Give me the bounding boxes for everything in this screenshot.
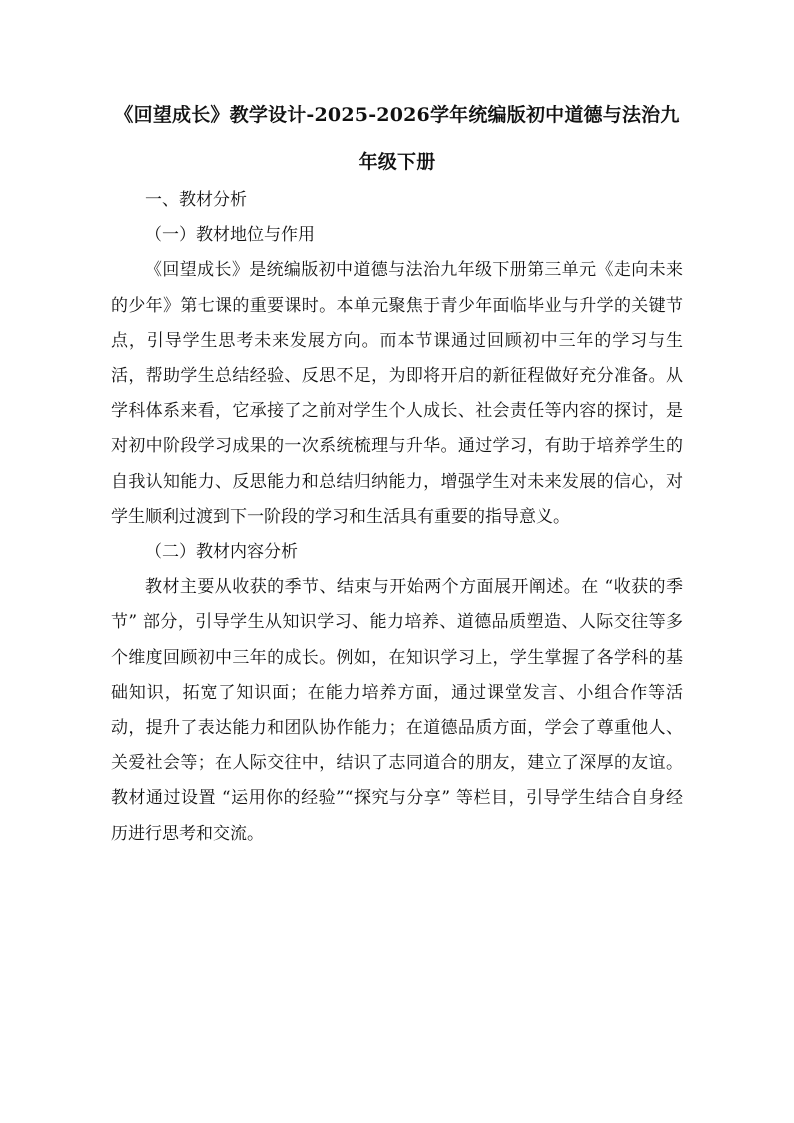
- paragraph-status-role: 《回望成长》是统编版初中道德与法治九年级下册第三单元《走向未来的少年》第七课的重要课时。本单元聚焦于青少年面临毕业与升学的关键节点，引导学生思考未来发展方向。而本节课通过回顾初中三年的学习与生活，帮助学生总结经验、反思不足，为即将开启的新征程做好充分准备。从学科体系来看，它承接了之前对学生个人成长、社会责任等内容的探讨，是对初中阶段学习成果的一次系统梳理与升华。通过学习，有助于培养学生的自我认知能力、反思能力和总结归纳能力，增强学生对未来发展的信心，对学生顺利过渡到下一阶段的学习和生活具有重要的指导意义。: [111, 260, 683, 527]
- section-heading-textbook-analysis: 一、教材分析: [145, 190, 247, 210]
- paragraph-content-analysis: 教材主要从收获的季节、结束与开始两个方面展开阐述。在 “收获的季节” 部分，引导学生从知识学习、能力培养、道德品质塑造、人际交往等多个维度回顾初中三年的成长。例如，在知识学习上，学生掌握了各学科的基础知识，拓宽了知识面；在能力培养方面，通过课堂发言、小组合作等活动，提升了表达能力和团队协作能力；在道德品质方面，学会了尊重他人、关爱社会等；在人际交往中，结识了志同道合的朋友，建立了深厚的友谊。教材通过设置 “运用你的经验”“探究与分享” 等栏目，引导学生结合自身经历进行思考和交流。: [111, 577, 683, 844]
- subsection-heading-status-role: （一）教材地位与作用: [145, 225, 315, 246]
- document-body: [111, 183, 683, 852]
- document-title: 《回望成长》教学设计-2025-2026学年统编版初中道德与法治九年级下册: [114, 104, 680, 173]
- subsection-heading-content-analysis: （二）教材内容分析: [145, 542, 298, 563]
